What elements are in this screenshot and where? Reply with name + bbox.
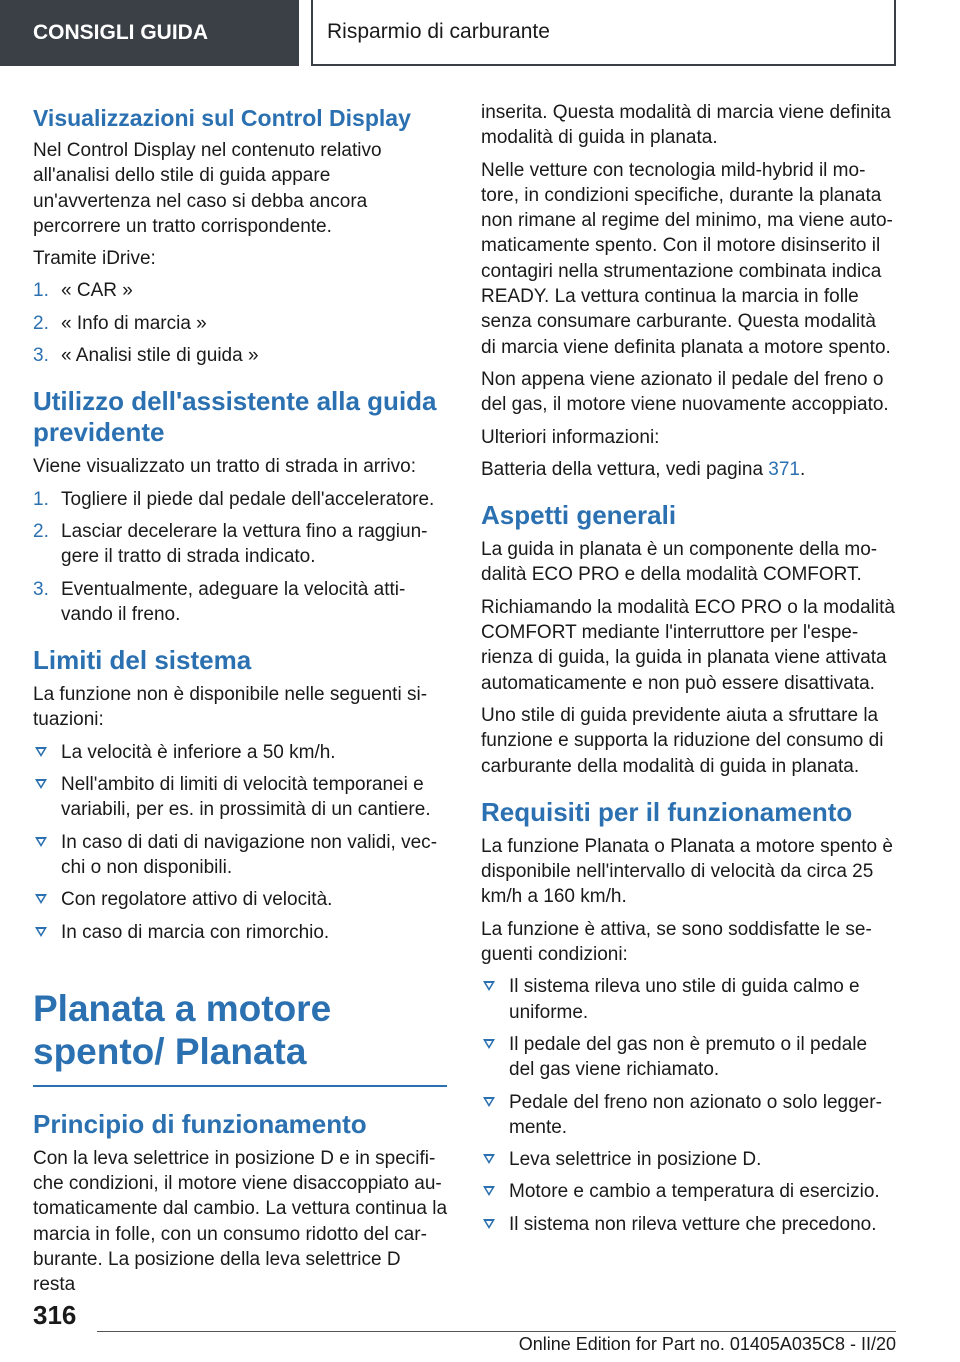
heading-control-display: Visualizzazioni sul Control Display [33,105,411,131]
page-header [0,0,960,66]
step-text: Lasciar decelerare la vettura fino a raggiungere il tratto di strada indicato. [61,520,428,568]
triangle-bullet-icon [35,747,47,757]
paragraph: Nel Control Display nel contenuto relativo all'analisi dello stile di guida appare un'avvertenza nel caso si debba ancora percorrere un tratto corrispondente. [33,140,382,237]
reference-text: Batteria della vettura, vedi pagina [481,458,769,480]
step-number: 1. [33,280,49,302]
list-item [33,343,447,368]
paragraph: Non appena viene azionato il pedale del freno o del gas, il motore viene nuovamente accoppiato. [481,368,889,416]
limits-list [33,740,447,945]
paragraph: Uno stile di guida previdente aiuta a sfruttare la funzione e supporta la riduzione del consumo di carburante della modalità di guida in planata. [481,704,884,777]
step-number: 3. [33,578,49,600]
list-item [33,311,447,336]
list-item [481,1147,896,1172]
list-item [33,577,447,628]
bullet-text: Il sistema rileva uno stile di guida calmo e uniforme. [509,976,860,1023]
bullet-text: Il pedale del gas non è premuto o il pedale del gas viene richiamato. [509,1033,868,1081]
list-item [481,1090,896,1141]
chapter-title: CONSIGLI GUIDA [0,0,299,66]
step-text: « CAR » [61,280,133,302]
list-item [481,1212,896,1237]
bullet-text: Il sistema non rileva vetture che precedono. [509,1213,877,1235]
step-number: 2. [33,520,49,542]
triangle-bullet-icon [483,1154,495,1164]
triangle-bullet-icon [35,894,47,904]
paragraph: La funzione non è disponibile nelle seguenti situazioni: [33,684,428,731]
left-column [33,100,447,1305]
right-column [481,100,896,1245]
list-item [33,519,447,570]
list-item [33,772,447,823]
heading-requirements: Requisiti per il funzionamento [481,796,853,827]
list-item [481,1179,896,1204]
step-number: 3. [33,345,49,367]
list-item [481,974,896,1025]
step-number: 2. [33,312,49,334]
list-item [481,1032,896,1083]
bullet-text: Leva selettrice in posizione D. [509,1149,762,1171]
bullet-text: Nell'ambito di limiti di velocità temporanei e variabili, per es. in prossimità di un cantiere. [61,774,431,821]
list-item [33,487,447,512]
triangle-bullet-icon [483,1039,495,1049]
list-item [33,830,447,881]
triangle-bullet-icon [483,1097,495,1107]
triangle-bullet-icon [483,981,495,991]
step-text: Togliere il piede dal pedale dell'acceleratore. [61,488,435,510]
step-text: Eventualmente, adeguare la velocità attivando il freno. [61,578,406,625]
triangle-bullet-icon [35,927,47,937]
paragraph: La funzione Planata o Planata a motore spento è disponibile nell'intervallo di velocità da circa 25 km/h a 160 km/h. [481,835,893,908]
paragraph: Tramite iDrive: [33,248,156,270]
paragraph: Richiamando la modalità ECO PRO o la modalità COMFORT mediante l'interruttore per l'esperienza di guida, la guida in planata viene attivata automaticamente e non può essere disattivata. [481,596,895,694]
bullet-text: In caso di marcia con rimorchio. [61,921,330,943]
heading-system-limits: Limiti del sistema [33,645,252,676]
bullet-text: In caso di dati di navigazione non validi, vecchi o non disponibili. [61,831,438,878]
bullet-text: Pedale del freno non azionato o solo leggermente. [509,1091,882,1138]
paragraph: Con la leva selettrice in posizione D e in specifiche condizioni, il motore viene disaccoppiato automaticamente dal cambio. La vettura continua la marcia in folle, con un consumo ridotto del carburante. La posizione della leva selettrice D resta [33,1147,448,1296]
paragraph: Viene visualizzato un tratto di strada in arrivo: [33,456,417,478]
paragraph: La guida in planata è un componente della modalità ECO PRO e della modalità COMFORT. [481,539,878,586]
page-number: 316 [33,1300,77,1330]
list-item [33,920,447,945]
heading-assistant: Utilizzo dell'assistente alla guida previdente [33,386,437,448]
paragraph: inserita. Questa modalità di marcia viene definita modalità di guida in planata. [481,102,891,149]
list-item [33,740,447,765]
requirements-list [481,974,896,1237]
paragraph: Nelle vetture con tecnologia mild-hybrid il motore, in condizioni specifiche, durante la planata non rimane al regime del minimo, ma viene automaticamente spento. Con il motore disinserito il contagiri nella strumentazione combinata indica READY. La vettura continua la marcia in folle senza consumare carburante. Questa modalità di marcia viene definita planata a motore spento. [481,159,893,358]
triangle-bullet-icon [35,837,47,847]
step-text: « Info di marcia » [61,312,207,334]
bullet-text: Con regolatore attivo di velocità. [61,889,333,911]
assistant-steps-list [33,487,447,627]
list-item [33,887,447,912]
main-section-title: Planata a motore spento/ Planata [33,987,447,1087]
triangle-bullet-icon [483,1219,495,1229]
triangle-bullet-icon [483,1186,495,1196]
bullet-text: Motore e cambio a temperatura di esercizio. [509,1181,880,1203]
heading-general-aspects: Aspetti generali [481,500,677,531]
footer-divider [97,1331,896,1332]
paragraph: La funzione è attiva, se sono soddisfatte le seguenti condizioni: [481,918,872,966]
step-number: 1. [33,488,49,510]
paragraph-with-reference [481,457,896,482]
edition-footer: Online Edition for Part no. 01405A035C8 - II/20 [518,1334,896,1354]
reference-end: . [800,458,806,480]
triangle-bullet-icon [35,779,47,789]
section-title: Risparmio di carburante [311,0,896,66]
paragraph: Ulteriori informazioni: [481,426,660,448]
page-reference-link[interactable]: 371 [768,458,800,480]
heading-working-principle: Principio di funzionamento [33,1108,367,1139]
step-text: « Analisi stile di guida » [61,345,259,367]
list-item [33,278,447,303]
idrive-steps-list [33,278,447,368]
bullet-text: La velocità è inferiore a 50 km/h. [61,741,336,763]
